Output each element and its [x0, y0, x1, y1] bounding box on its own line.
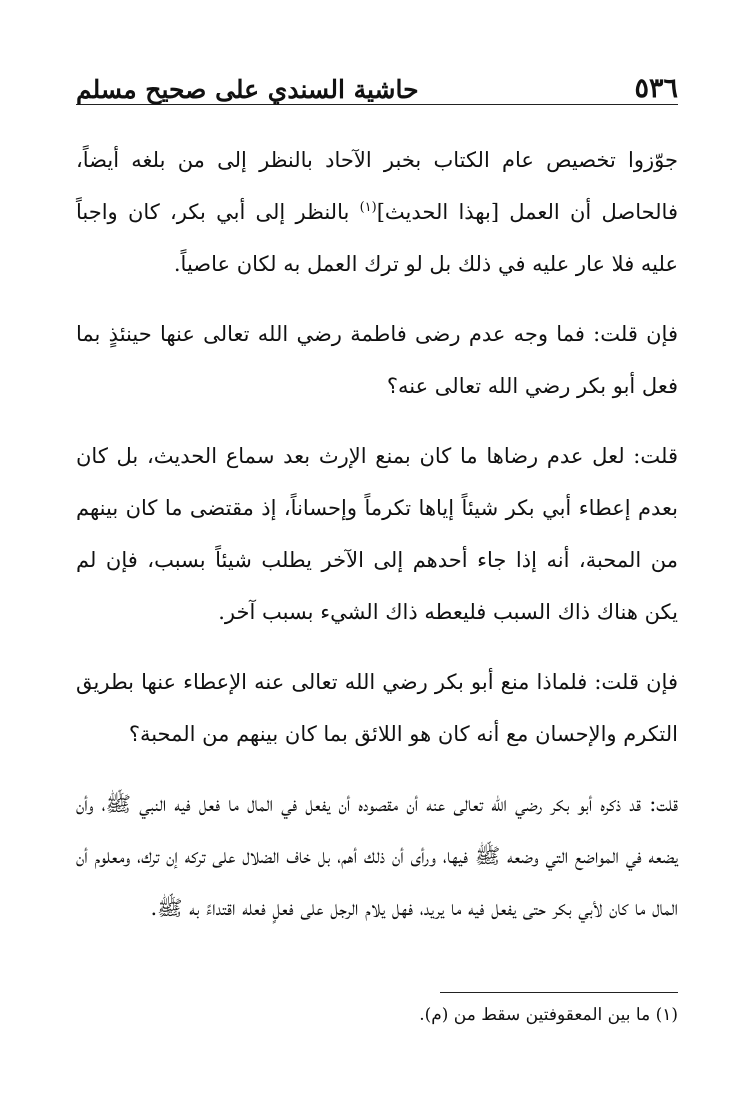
running-title: حاشية السندي على صحيح مسلم	[76, 75, 419, 104]
main-text	[76, 134, 678, 952]
paragraph: فإن قلت: فلماذا منع أبو بكر رضي الله تعالى عنه الإعطاء عنها بطريق التكرم والإحسان مع أنه كان هو اللائق بما كان بينهم من المحبة؟	[76, 670, 678, 746]
paragraph-text: جوّزوا تخصيص عام الكتاب بخبر الآحاد بالنظر إلى من بلغه أيضاً، فالحاصل أن العمل [بهذا الحديث]	[76, 148, 678, 224]
paragraph-text: بالنظر إلى أبي بكر، كان واجباً عليه فلا عار عليه في ذلك بل لو ترك العمل به لكان عاصياً.	[76, 200, 678, 276]
footnote: (١) ما بين المعقوفتين سقط من (م).	[419, 1005, 678, 1025]
paragraph	[76, 134, 678, 290]
page-header	[76, 62, 678, 105]
paragraph: قلت: قد ذكره أبو بكر رضي الله تعالى عنه أن مقصوده أن يفعل في المال ما فعل فيه النبي ﷺ، وأن يضعه في المواضع التي وضعه ﷺ فيها، ورأى أن ذلك أهم، بل خاف الضلال على تركه إن ترك، ومعلوم أن المال ما كان لأبي بكر حتى يفعل فيه ما يريد، فهل يلام الرجل على فعلٍ فعله اقتداءً به ﷺ.	[76, 792, 678, 920]
footnote-divider	[440, 992, 678, 993]
footnote-reference[interactable]: (١)	[359, 200, 377, 215]
paragraph: قلت: لعل عدم رضاها ما كان بمنع الإرث بعد سماع الحديث، بل كان بعدم إعطاء أبي بكر شيئاً إياها تكرماً وإحساناً، إذ مقتضى ما كان بينهم من المحبة، أنه إذا جاء أحدهم إلى الآخر يطلب شيئاً بسبب، فإن لم يكن هناك ذاك السبب فليعطه ذاك الشيء بسبب آخر.	[76, 444, 678, 624]
page-number: ٥٣٦	[634, 73, 678, 104]
paragraph: فإن قلت: فما وجه عدم رضى فاطمة رضي الله تعالى عنها حينئذٍ بما فعل أبو بكر رضي الله تعالى عنه؟	[76, 322, 678, 398]
